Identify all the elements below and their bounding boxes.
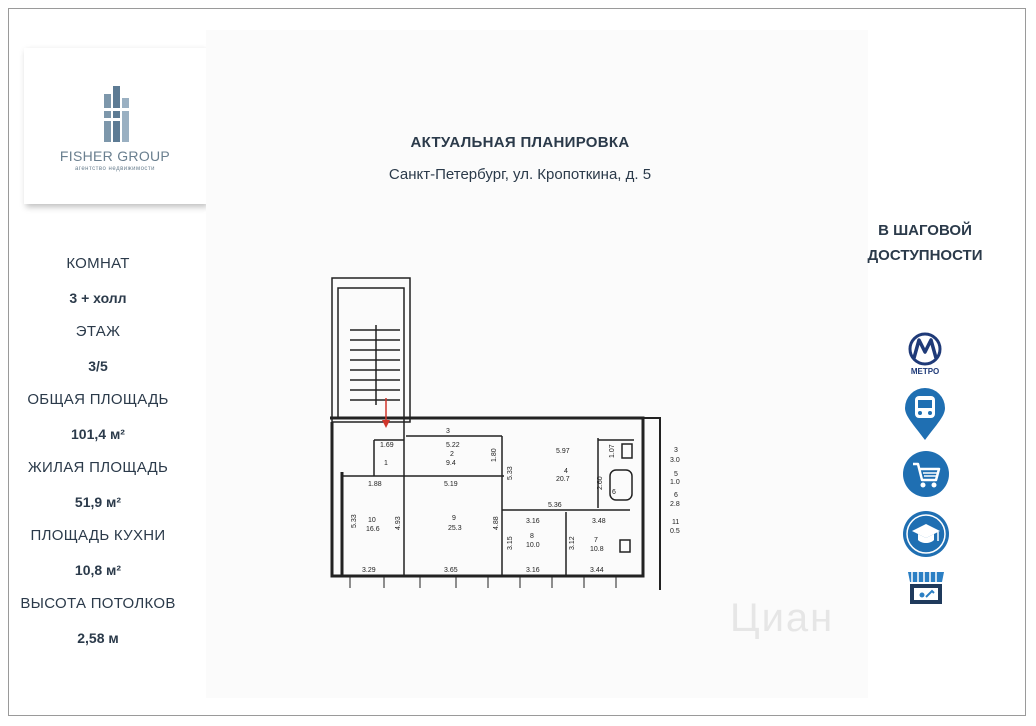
total-area-value: 101,4 м² (71, 426, 125, 442)
room-8-area: 10.0 (526, 542, 540, 549)
metro-label: МЕТРО (910, 367, 940, 376)
dim-4-88: 4.88 (493, 516, 500, 530)
dim-2-60: 2.60 (597, 476, 604, 490)
legend-room-6-area: 2.8 (670, 501, 680, 508)
rooms-value: 3 + холл (69, 290, 127, 306)
floor-value: 3/5 (88, 358, 108, 374)
dim-3-15: 3.15 (507, 536, 514, 550)
legend-room-11: 11 (672, 519, 680, 526)
kitchen-area-label: ПЛОЩАДЬ КУХНИ (30, 527, 166, 544)
room-1-label: 1 (384, 460, 388, 467)
store-icon (906, 570, 946, 606)
dim-3-44: 3.44 (590, 567, 604, 574)
walk-title-line-1: В ШАГОВОЙ (878, 222, 972, 239)
plan-title: АКТУАЛЬНАЯ ПЛАНИРОВКА (410, 134, 630, 151)
room-4-area: 20.7 (556, 476, 570, 483)
legend-room-11-area: 0.5 (670, 528, 680, 535)
dim-3-16a: 3.16 (526, 518, 540, 525)
room-9-label: 9 (452, 515, 456, 522)
rooms-label: КОМНАТ (66, 255, 130, 272)
dim-1-69: 1.69 (380, 442, 394, 449)
room-4-label: 4 (564, 468, 568, 475)
legend-room-5-area: 1.0 (670, 479, 680, 486)
living-area-label: ЖИЛАЯ ПЛОЩАДЬ (27, 459, 169, 476)
kitchen-area-value: 10,8 м² (74, 562, 122, 578)
bus-stop-icon (903, 386, 947, 442)
logo-subtitle: агентство недвижимости (74, 166, 156, 172)
metro-icon (905, 332, 945, 376)
room-10-label: 10 (368, 517, 376, 524)
legend-room-3: 3 (674, 447, 678, 454)
logo-name: FISHER GROUP (59, 148, 171, 164)
room-2-area: 9.4 (446, 460, 456, 467)
dim-4-93: 4.93 (395, 516, 402, 530)
dim-1-07: 1.07 (609, 444, 616, 458)
room-10-area: 16.6 (366, 526, 380, 533)
dim-1-80: 1.80 (491, 448, 498, 462)
room-7-area: 10.8 (590, 546, 604, 553)
dim-3-29: 3.29 (362, 567, 376, 574)
walking-distance-title (855, 218, 995, 268)
room-7-label: 7 (594, 537, 598, 544)
plan-address: Санкт-Петербург, ул. Кропоткина, д. 5 (388, 166, 652, 183)
logo-icon (102, 84, 132, 142)
dim-3-48: 3.48 (592, 518, 606, 525)
dim-3-65: 3.65 (444, 567, 458, 574)
room-2-label: 2 (450, 451, 454, 458)
ceiling-height-label: ВЫСОТА ПОТОЛКОВ (20, 595, 176, 612)
room-9-area: 25.3 (448, 525, 462, 532)
legend-room-3-area: 3.0 (670, 457, 680, 464)
total-area-label: ОБЩАЯ ПЛОЩАДЬ (27, 391, 169, 408)
dim-3-12: 3.12 (569, 536, 576, 550)
room-3-label: 3 (446, 428, 450, 435)
dim-5-19: 5.19 (444, 481, 458, 488)
apartment-params (0, 254, 196, 662)
room-8-label: 8 (530, 533, 534, 540)
dim-5-36: 5.36 (548, 502, 562, 509)
dim-5-33a: 5.33 (507, 466, 514, 480)
living-area-value: 51,9 м² (74, 494, 122, 510)
dim-5-97: 5.97 (556, 448, 570, 455)
legend-room-5: 5 (674, 471, 678, 478)
floor-label: ЭТАЖ (75, 323, 121, 340)
legend-room-6: 6 (674, 492, 678, 499)
ceiling-height-value: 2,58 м (77, 630, 119, 646)
dim-5-33b: 5.33 (351, 514, 358, 528)
logo-card (24, 48, 206, 204)
room-6-label: 6 (612, 489, 616, 496)
watermark: Циан (730, 596, 835, 640)
dim-3-16b: 3.16 (526, 567, 540, 574)
graduation-cap-icon (902, 510, 950, 558)
floor-plan (316, 240, 696, 620)
walk-title-line-2: ДОСТУПНОСТИ (867, 247, 983, 264)
shopping-cart-icon (902, 450, 950, 498)
room-3-size: 5.22 (446, 442, 460, 449)
dim-1-88: 1.88 (368, 481, 382, 488)
